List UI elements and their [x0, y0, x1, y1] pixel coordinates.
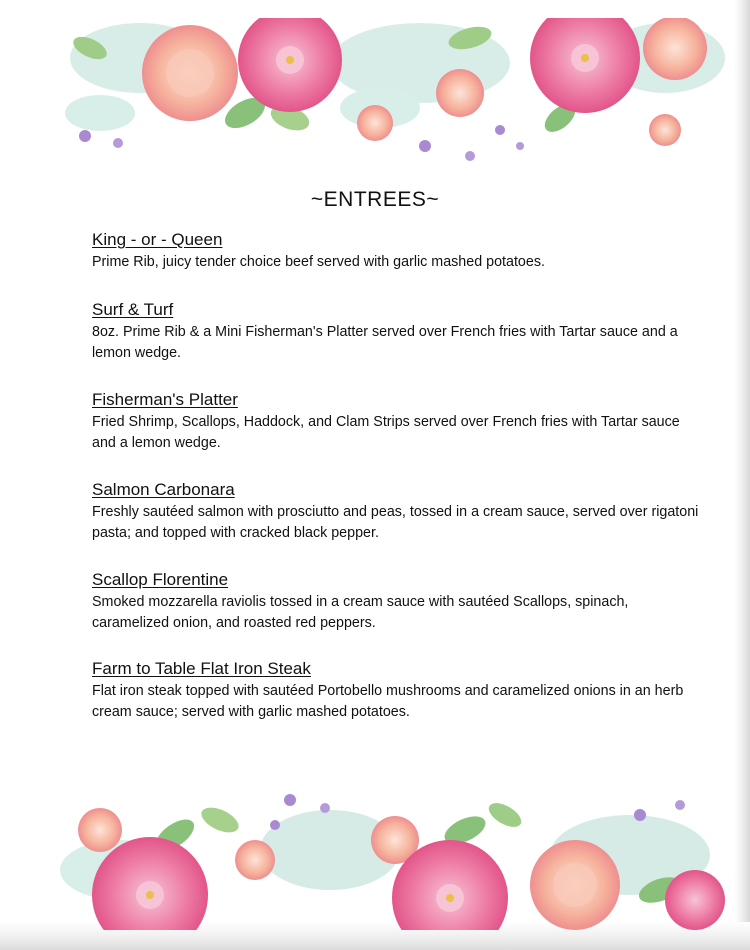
- item-name: Scallop Florentine: [92, 570, 229, 589]
- item-name: Farm to Table Flat Iron Steak: [92, 659, 311, 678]
- item-description: 8oz. Prime Rib & a Mini Fisherman's Platter served over French fries with Tartar sauce and a lemon wedge.: [92, 324, 678, 361]
- floral-border-bottom: [0, 780, 750, 930]
- item-description: Prime Rib, juicy tender choice beef served with garlic mashed potatoes.: [92, 254, 545, 270]
- item-name: Salmon Carbonara: [92, 480, 235, 499]
- item-description: Smoked mozzarella raviolis tossed in a cream sauce with sautéed Scallops, spinach, caramelized onion, and roasted red peppers.: [92, 594, 629, 631]
- floral-border-top: [0, 18, 750, 168]
- item-description: Flat iron steak topped with sautéed Portobello mushrooms and caramelized onions in an herb cream sauce; served with garlic mashed potatoes.: [92, 683, 684, 720]
- flower-peach-rose: [643, 18, 707, 80]
- item-name: Fisherman's Platter: [92, 390, 238, 409]
- menu-item-scallop-florentine: [92, 570, 702, 634]
- item-name: King - or - Queen: [92, 230, 223, 249]
- menu-item-king-or-queen: [92, 230, 702, 273]
- item-description: Freshly sautéed salmon with prosciutto and peas, tossed in a cream sauce, served over rigatoni pasta; and topped with cracked black pepper.: [92, 504, 699, 541]
- menu-item-fishermans-platter: [92, 390, 702, 454]
- menu-title: ~ENTREES~: [310, 188, 440, 211]
- item-description: Fried Shrimp, Scallops, Haddock, and Clam Strips served over French fries with Tartar sauce and a lemon wedge.: [92, 414, 680, 451]
- menu-item-surf-and-turf: [92, 300, 702, 364]
- menu-item-flat-iron-steak: [92, 659, 702, 723]
- item-name: Surf & Turf: [92, 300, 174, 319]
- menu-item-salmon-carbonara: [92, 480, 702, 544]
